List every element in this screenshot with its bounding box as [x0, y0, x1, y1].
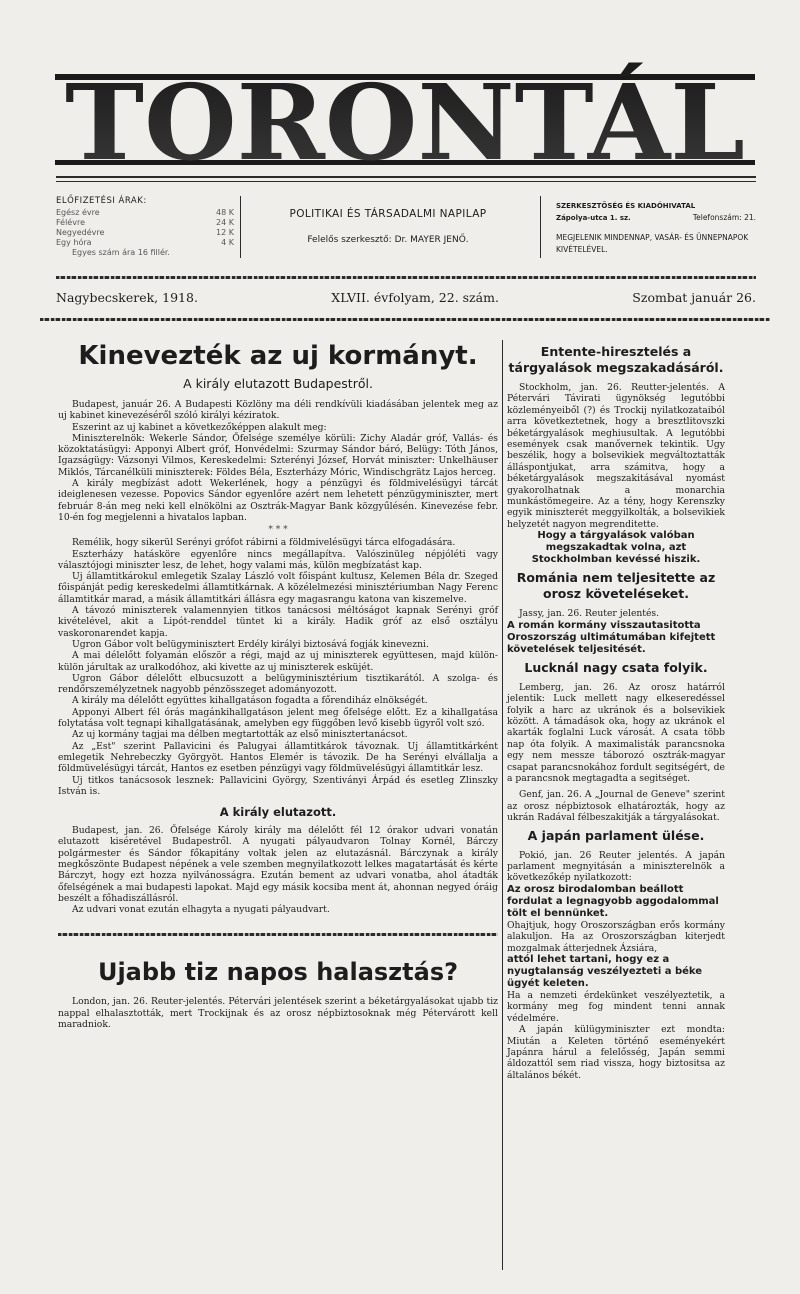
- main-headline: Kinevezték az uj kormányt.: [78, 341, 478, 371]
- article-paragraph: A király ma délelőtt együttes kihallgatáson fogadta a főrendiház elnökségét.: [72, 695, 428, 707]
- article-paragraph: A mai délelőtt folyamán először a régi, majd az uj miniszterek együttesen, majd külön-külön járultak az uralkodóhoz, aki kivette az uj miniszterek esküjét.: [58, 650, 498, 673]
- column-divider: [502, 340, 503, 1270]
- side-paragraph: Stockholm, jan. 26. Reutter-jelentés. A Pétervári Távirati ügynökség legutóbbi közleményeiből (?) és Trockij nyilatkozataiból arra következtetnek, hogy a bresztlitovszki béketárgyalások meghiusultak. A legutóbbi események csak manővernek tekintik. Ugy beszélik, hogy a bolsevikiek megváltoztatták álláspontjukat, arra számitva, hogy a béketárgyalások megszakitásával nyomást gyakorolhatnak a monarchia munkástömegeire. Az a tény, hogy Kerenszky egyik miniszterét meggyilkolták, a bolsevikiek helyzetét nagyon megrenditette.: [507, 382, 725, 530]
- article-paragraph: Ugron Gábor volt belügyminisztert Erdély királyi biztosává fogják kinevezni.: [72, 638, 429, 650]
- section-separator: * * *: [268, 525, 288, 536]
- masthead-title: TORONTÁL: [65, 61, 745, 170]
- single-copy-price: Egyes szám ára 16 fillér.: [72, 248, 170, 257]
- article-paragraph: Eszerint az uj kabinet a következőképpen alakult meg:: [72, 421, 327, 433]
- main-subhead: A király elutazott Budapestről.: [183, 376, 373, 391]
- office-info: [556, 200, 756, 256]
- paper-subtitle: POLITIKAI ÉS TÁRSADALMI NAPILAP: [289, 208, 487, 220]
- section-heading: A király elutazott.: [219, 805, 337, 820]
- masthead-logo: [55, 60, 755, 170]
- rule-mid: [56, 276, 756, 279]
- article-paragraph: Apponyi Albert fél órás magánkihallgatáson jelent meg őfelsége előtt. Ez a kihallgatása folytatása volt tegnapi kihallgatásának, amelyben egy függőben levő kisebb ügyről volt szó.: [58, 706, 498, 730]
- article-paragraph: Uj államtitkárokul emlegetik Szalay László volt főispánt kultusz, Kelemen Béla dr. Szeged főispánját pedig kereskedelmi államtitkárnak. A közélelmezési minisztériumban Nagy Ferenc államtitkár marad, a másik államtitkári állásra egy magasrangu katona van kiszemelve.: [58, 571, 498, 605]
- dateline: [56, 290, 756, 305]
- dateline-date: Szombat január 26.: [632, 290, 756, 305]
- side-paragraph: Lemberg, jan. 26. Az orosz határról jelentik: Luck mellett nagy elkeseredéssel folyik a harc az ukránok és a bolsevikiek között. A támadások oka, hogy az ukránok el akarták foglalni Luck városát. A csata több nap óta folyik. A maximalisták parancsnoka egy nem messze táborozó osztrák-magyar csapat parancsnokához fordult segitségért, de a parancsnok megtagadta a segitséget.: [507, 681, 725, 784]
- side-paragraph: Jassy, jan. 26. Reuter jelentés.: [519, 608, 660, 620]
- side-headline: Entente-hiresztelés a tárgyalások megszakadásáról.: [508, 344, 724, 375]
- divider-left: [240, 196, 241, 258]
- side-bold-paragraph: Az orosz birodalomban beállott fordulat a legnagyobb aggodalommal tölt el bennünket.: [507, 883, 719, 919]
- article-paragraph: A távozó miniszterek valamennyien titkos tanácsosi méltóságot kapnak Serényi gróf kivételével, akit a Lipót-renddel tüntet ki a király. Hadik gróf az első osztályu vaskoronarendet kapja.: [58, 605, 498, 639]
- side-paragraph: Ohajtjuk, hogy Oroszországban erős kormány alakuljon. Ha az Oroszországban kiterjedt mozgalmak átterjednek Ázsiára,: [507, 919, 725, 954]
- publication-schedule: MEGJELENIK MINDENNAP, VASÁR- ÉS ÜNNEPNAPOK KIVÉTELÉVEL.: [556, 233, 749, 254]
- office-address: Zápolya-utca 1. sz.: [556, 214, 631, 222]
- dateline-place: Nagybecskerek, 1918.: [56, 290, 198, 305]
- article-paragraph: Budapest, január 26. A Budapesti Közlöny ma déli rendkívüli kiadásában jelentek meg az uj kabinet kinevezéséről szóló királyi kéziratok.: [58, 399, 498, 422]
- side-column: [507, 340, 725, 1081]
- office-contact: [556, 212, 756, 224]
- price-row: Egész évre 48 K: [56, 208, 234, 217]
- article-paragraph: Eszterházy hatásköre egyenlőre nincs megállapítva. Valószinüleg népjóléti vagy választójogi miniszter lesz, de lehet, hogy valami más, külön megbízatást kap.: [58, 548, 498, 571]
- office-phone: Telefonszám: 21.: [692, 213, 756, 222]
- article-paragraph: Az udvari vonat ezután elhagyta a nyugati pályaudvart.: [72, 904, 330, 916]
- office-heading: SZERKESZTŐSÉG ÉS KIADÓHIVATAL: [556, 202, 696, 210]
- masthead: [55, 60, 755, 170]
- rule-top: [56, 176, 756, 178]
- side-paragraph: Pokió, jan. 26 Reuter jelentés. A japán parlament megnyitásán a miniszterelnök a következőkép nyilatkozott:: [507, 849, 725, 884]
- article-paragraph: Remélik, hogy sikerül Serényi grófot rábirni a földmivelésügyi tárca elfogadására.: [72, 537, 456, 549]
- rule-dateline: [40, 318, 770, 321]
- article-paragraph: Uj titkos tanácsosok lesznek: Pallavicini György, Szentiványi Árpád és esetleg Zlinszky István is.: [58, 774, 498, 797]
- section-rule: [58, 933, 498, 936]
- paper-info: [248, 208, 528, 245]
- side-paragraph: Genf, jan. 26. A „Journal de Geneve" szerint az orosz népbiztosok elhatározták, hogy az ukrán Radával félbeszakitják a tárgyalásokat.: [507, 789, 725, 824]
- rule-top-2: [56, 181, 756, 182]
- side-paragraph: Ha a nemzeti érdekünket veszélyeztetik, a kormány meg fog mindent tenni annak védelmére.: [507, 990, 725, 1024]
- editor-line: Felelős szerkesztő: Dr. MAYER JENŐ.: [307, 235, 469, 245]
- subscription-prices: [56, 196, 234, 258]
- main-column: [58, 340, 498, 1030]
- price-row: Félévre 24 K: [56, 218, 234, 227]
- article-paragraph: Ugron Gábor délelőtt elbucsuzott a belügyminisztérium tisztikarától. A szolga- és rendőrszemélyzetnek nagyobb pénzösszeget adományozott.: [58, 672, 498, 696]
- dateline-volume: XLVII. évfolyam, 22. szám.: [331, 290, 499, 305]
- side-headline: Románia nem teljesitette az orosz követeléseket.: [516, 570, 716, 602]
- side-paragraph: A japán külügyminiszter ezt mondta: Miután a Keleten történő eseményekért Japánra hárul a felelősség, Japán semmi áldozattól sem riad vissza, hogy biztositsa az általános békét.: [507, 1024, 725, 1081]
- side-bold-paragraph: A román kormány visszautasitotta Oroszország ultimátumában kifejtett követelések teljesitését.: [507, 619, 716, 655]
- price-row: Egy hóra 4 K: [56, 238, 234, 247]
- divider-right: [540, 196, 541, 258]
- side-bold-paragraph: attól lehet tartani, hogy ez a nyugtalanság veszélyezteti a béke ügyét keleten.: [507, 954, 703, 989]
- prices-heading: ELŐFIZETÉSI ÁRAK:: [56, 196, 147, 206]
- article-paragraph: A király megbízást adott Wekerlének, hogy a pénzügyi és földmivelésügyi tárcát ideiglenesen vezesse. Popovics Sándor egyenlőre azért nem lehetett pénzügyminiszter, mert február 8-án meg neki kell elnökölni az Osztrák-Magyar Bank közgyűlésén. Kinevezése febr. 10-én fog megjelenni a hivatalos lapban.: [58, 478, 498, 523]
- section-headline: Ujabb tiz napos halasztás?: [97, 958, 459, 987]
- article-paragraph: Budapest, jan. 26. Őfelsége Károly király ma délelőtt fél 12 órakor udvari vonatán elutazott kiséretével Budapestről. A nyugati pályaudvaron Tolnay Kornél, Bárczy polgármester és Sándor főkapitány voltak jelen az elutazásnál. Bárczynak a király megkőszönte Budapest népének a vele szemben megnyilatkozott lelkes magatartását és kérte Bárczyt, hogy ezt hozza nyilvánosságra. Ezután bement az udvari vonatba, ahol átadták őfelségének a mai budapesti lapokat. Majd egy másik kocsiba ment át, ahonnan negyed óráig beszélt a főhadiszállásról.: [58, 825, 498, 904]
- price-row: Negyedévre 12 K: [56, 228, 234, 237]
- article-paragraph: Az uj kormány tagjai ma délben megtartották az első minisztertanácsot.: [72, 729, 408, 741]
- side-headline: Lucknál nagy csata folyik.: [524, 659, 708, 675]
- article-paragraph: Az „Est" szerint Pallavicini és Palugyai államtitkárok távoznak. Uj államtitkárként emlegetik Nehrebeczky Györgyöt. Hantos Elemér is távozik. De ha Serényi elvállalja a földmüvelésügyi tárcát, Hantos ez esetben pénzügyi vagy földmüvelésügyi államtitkár lesz.: [58, 740, 498, 775]
- side-bold-paragraph: Hogy a tárgyalások valóban megszakadtak volna, azt Stockholmban kevéssé hiszik.: [531, 530, 701, 566]
- article-paragraph: Miniszterelnök: Wekerle Sándor, Őfelsége személye körüli: Zichy Aladár gróf, Vallás- és közoktatásügyi: Apponyi Albert gróf, Honvédelmi: Szurmay Sándor báró, Belügy: Tóth János, Igazságügy: Vázsonyi Vilmos, Kereskedelmi: Szterényi József, Horvát miniszter: Unkelhäuser Miklós, Tárcanélküli miniszterek: Földes Béla, Eszterházy Móric, Windischgrätz Lajos herceg.: [58, 432, 498, 478]
- side-headline: A japán parlament ülése.: [527, 827, 705, 843]
- article-paragraph: London, jan. 26. Reuter-jelentés. Pétervári jelentések szerint a béketárgyalásokat ujabb tiz nappal elhalasztották, mert Trockijnak és az orosz népbiztosoknak még Pétervárott kell maradniok.: [58, 996, 498, 1031]
